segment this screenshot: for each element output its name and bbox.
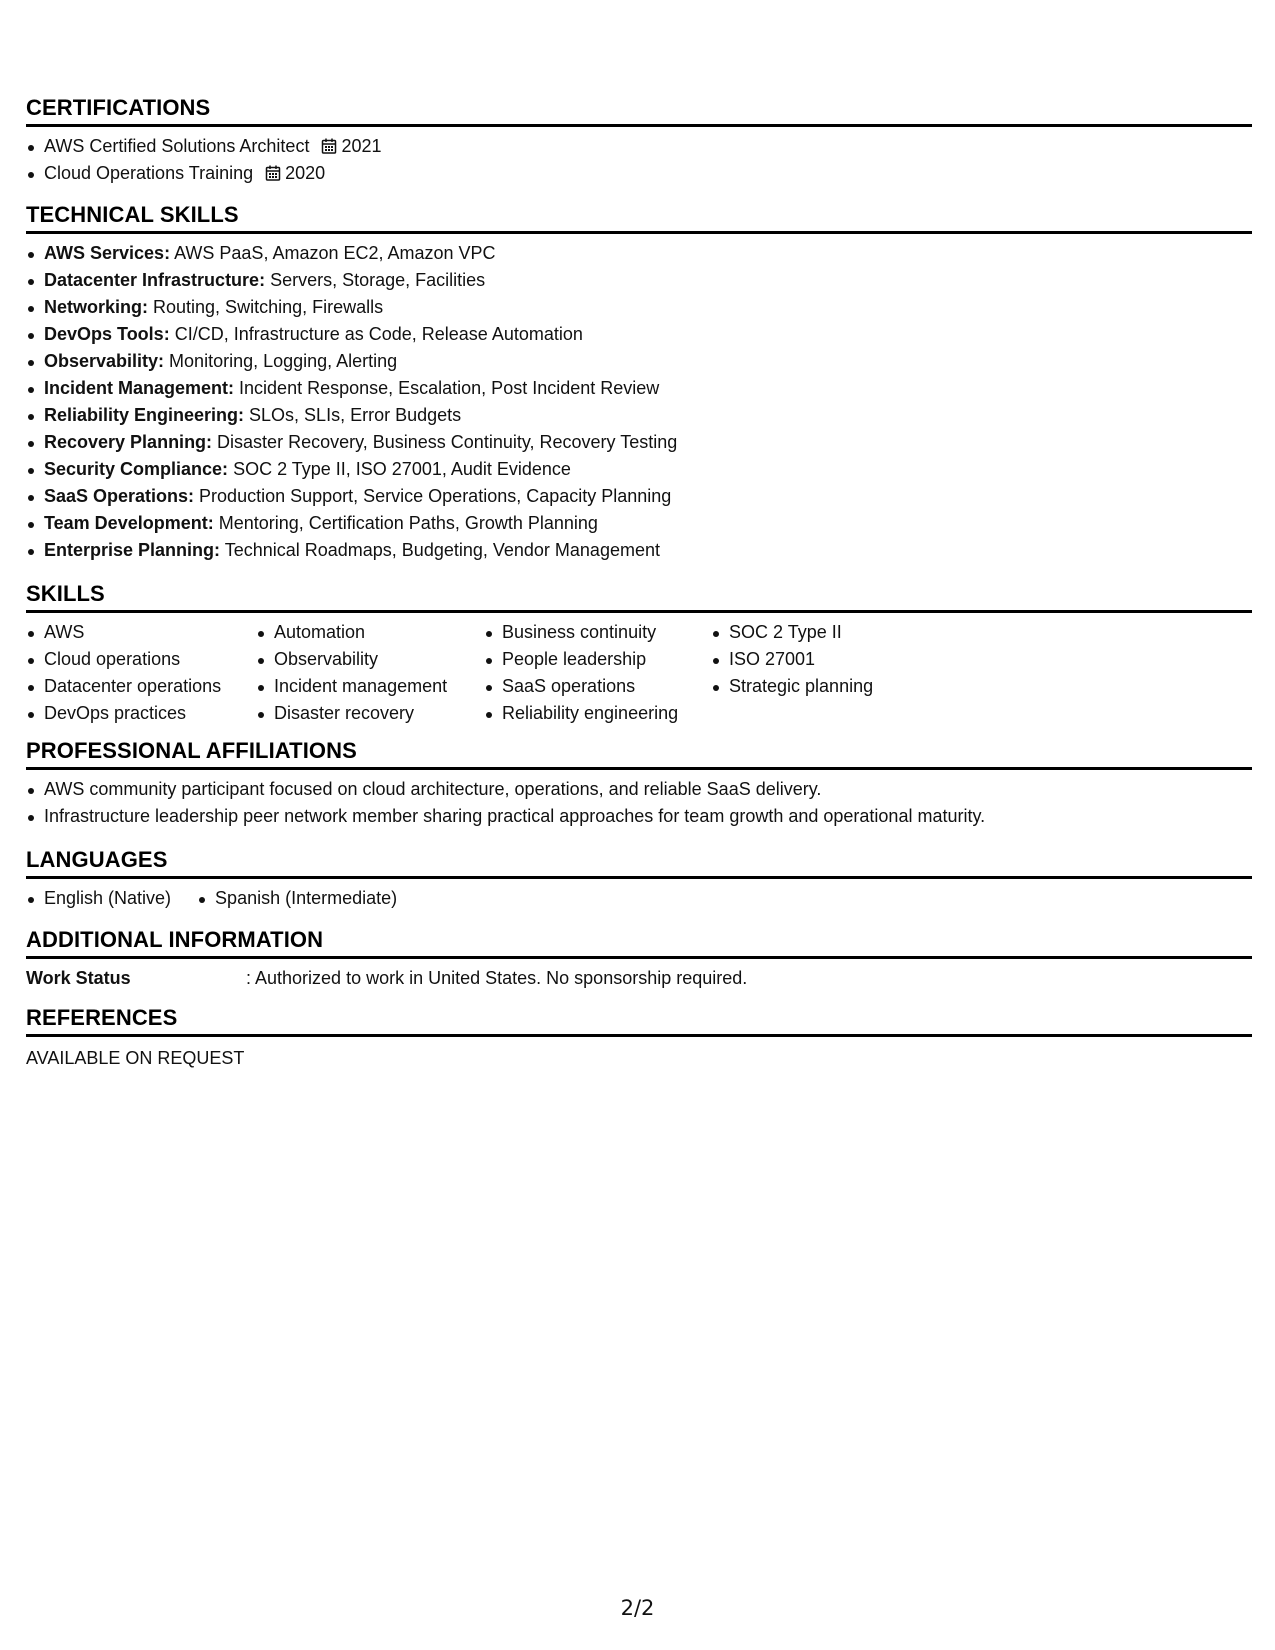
technical-skill-item xyxy=(26,267,1252,294)
skill-item: SOC 2 Type II xyxy=(711,619,941,646)
technical-skill-item xyxy=(26,483,1252,510)
technical-skill-item xyxy=(26,402,1252,429)
technical-skill-item xyxy=(26,294,1252,321)
references-section xyxy=(26,1006,1252,1072)
page-number: 2/2 xyxy=(620,1596,655,1620)
technical-skill-label: Security Compliance: xyxy=(44,459,229,479)
certification-item xyxy=(26,160,1252,187)
skills-column xyxy=(26,619,256,727)
skill-item: Disaster recovery xyxy=(256,700,484,727)
references-text: AVAILABLE ON REQUEST xyxy=(26,1048,245,1068)
technical-skill-value: Monitoring, Logging, Alerting xyxy=(164,351,398,371)
work-status-label: Work Status xyxy=(26,968,131,988)
technical-skill-item xyxy=(26,456,1252,483)
skills-column xyxy=(484,619,711,727)
technical-skill-label: Enterprise Planning: xyxy=(44,540,221,560)
technical-skill-value: Production Support, Service Operations, Capacity Planning xyxy=(194,486,672,506)
section-title: REFERENCES xyxy=(26,1006,1252,1037)
work-status-row xyxy=(26,959,1252,992)
skill-item: Automation xyxy=(256,619,484,646)
technical-skill-label: Incident Management: xyxy=(44,378,235,398)
technical-skill-item xyxy=(26,240,1252,267)
languages-section xyxy=(26,848,1252,912)
skills-grid xyxy=(26,613,1252,727)
technical-skill-label: SaaS Operations: xyxy=(44,486,195,506)
certification-name: AWS Certified Solutions Architect xyxy=(44,136,310,156)
certification-name: Cloud Operations Training xyxy=(44,163,254,183)
skill-item: People leadership xyxy=(484,646,711,673)
technical-skill-label: AWS Services: xyxy=(44,243,171,263)
technical-skill-item xyxy=(26,321,1252,348)
section-title: CERTIFICATIONS xyxy=(26,96,1252,127)
skills-column xyxy=(256,619,484,727)
skill-item: Strategic planning xyxy=(711,673,941,700)
technical-skill-value: Incident Response, Escalation, Post Incident Review xyxy=(234,378,660,398)
technical-skill-value: Mentoring, Certification Paths, Growth Planning xyxy=(213,513,598,533)
technical-skill-item xyxy=(26,375,1252,402)
languages-list xyxy=(26,885,423,912)
technical-skill-value: AWS PaaS, Amazon EC2, Amazon VPC xyxy=(170,243,496,263)
certifications-list xyxy=(26,127,1252,187)
work-status-value: : Authorized to work in United States. No sponsorship required. xyxy=(246,968,748,988)
technical-skill-label: Datacenter Infrastructure: xyxy=(44,270,266,290)
technical-skill-label: Recovery Planning: xyxy=(44,432,213,452)
skill-item: DevOps practices xyxy=(26,700,256,727)
certification-item xyxy=(26,133,1252,160)
affiliation-item: Infrastructure leadership peer network member sharing practical approaches for team growth and operational maturity. xyxy=(26,803,1252,830)
language-item: English (Native) xyxy=(26,885,171,912)
skill-item: SaaS operations xyxy=(484,673,711,700)
skill-item: Reliability engineering xyxy=(484,700,711,727)
calendar-icon xyxy=(265,165,281,181)
technical-skill-value: SOC 2 Type II, ISO 27001, Audit Evidence xyxy=(228,459,571,479)
technical-skill-label: Reliability Engineering: xyxy=(44,405,245,425)
skill-item: ISO 27001 xyxy=(711,646,941,673)
affiliation-item: AWS community participant focused on cloud architecture, operations, and reliable SaaS delivery. xyxy=(26,776,1252,803)
section-title: ADDITIONAL INFORMATION xyxy=(26,928,1252,959)
skill-item: Business continuity xyxy=(484,619,711,646)
technical-skill-item xyxy=(26,510,1252,537)
skills-section xyxy=(26,582,1252,727)
language-item: Spanish (Intermediate) xyxy=(197,885,397,912)
technical-skill-value: Routing, Switching, Firewalls xyxy=(148,297,384,317)
section-title: SKILLS xyxy=(26,582,1252,613)
affiliations-list xyxy=(26,770,1252,830)
technical-skill-item xyxy=(26,537,1252,564)
technical-skill-item xyxy=(26,348,1252,375)
affiliations-section xyxy=(26,739,1252,830)
technical-skill-value: Technical Roadmaps, Budgeting, Vendor Management xyxy=(220,540,660,560)
skill-item: Cloud operations xyxy=(26,646,256,673)
technical-skills-section xyxy=(26,203,1252,564)
calendar-icon xyxy=(321,138,337,154)
additional-info-section xyxy=(26,928,1252,992)
certification-year: 2021 xyxy=(341,136,382,156)
certifications-section xyxy=(26,96,1252,187)
technical-skill-label: Observability: xyxy=(44,351,165,371)
certification-year: 2020 xyxy=(285,163,326,183)
skill-item: AWS xyxy=(26,619,256,646)
skill-item: Observability xyxy=(256,646,484,673)
technical-skill-label: Networking: xyxy=(44,297,149,317)
section-title: TECHNICAL SKILLS xyxy=(26,203,1252,234)
languages-row xyxy=(26,879,1252,912)
technical-skill-value: CI/CD, Infrastructure as Code, Release Automation xyxy=(169,324,583,344)
skill-item: Incident management xyxy=(256,673,484,700)
technical-skill-value: Disaster Recovery, Business Continuity, Recovery Testing xyxy=(212,432,678,452)
technical-skill-label: Team Development: xyxy=(44,513,214,533)
skill-item: Datacenter operations xyxy=(26,673,256,700)
resume-page xyxy=(26,96,1252,1072)
technical-skill-item xyxy=(26,429,1252,456)
technical-skill-label: DevOps Tools: xyxy=(44,324,170,344)
skills-column xyxy=(711,619,941,727)
section-title: LANGUAGES xyxy=(26,848,1252,879)
section-title: PROFESSIONAL AFFILIATIONS xyxy=(26,739,1252,770)
technical-skill-value: SLOs, SLIs, Error Budgets xyxy=(244,405,462,425)
technical-skills-list xyxy=(26,234,1252,564)
technical-skill-value: Servers, Storage, Facilities xyxy=(265,270,486,290)
